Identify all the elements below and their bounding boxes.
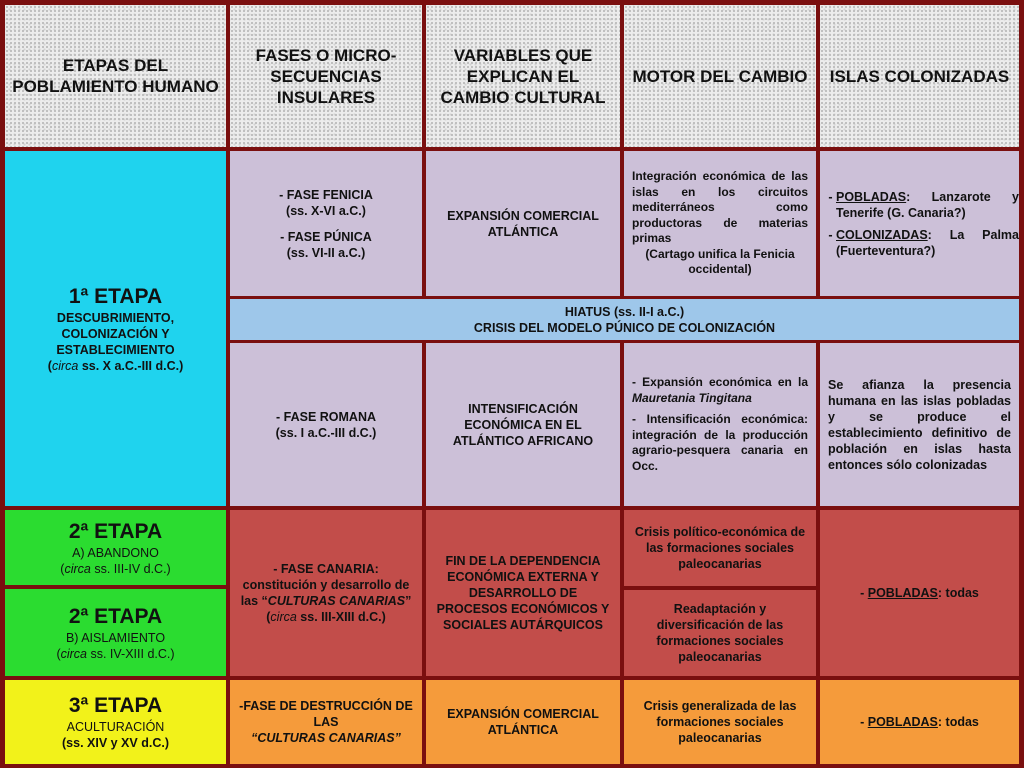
fase-fenicia: - FASE FENICIA <box>279 187 373 202</box>
header-variables <box>426 5 620 147</box>
motor-etapa1-row1-text: Integración económica de las islas en los circuitos mediterráneos como productoras de materias primas <box>632 169 808 246</box>
header-fases-text: FASES O MICRO-SECUENCIAS INSULARES <box>255 45 397 107</box>
islas-etapa2 <box>820 510 1019 676</box>
etapa-1-title: 1ª ETAPA <box>68 284 163 308</box>
etapa-2a-cell <box>5 510 226 585</box>
header-motor <box>624 5 816 147</box>
hiatus-line-2: CRISIS DEL MODELO PÚNICO DE COLONIZACIÓN <box>473 320 776 335</box>
fase-romana: - FASE ROMANA <box>276 409 376 424</box>
islas-etapa2-text: - POBLADAS: todas <box>860 586 979 600</box>
etapa-2b-date: (circa ss. IV-XIII d.C.) <box>56 646 175 661</box>
variables-etapa1-row1 <box>426 151 620 296</box>
variables-etapa3-text: EXPANSIÓN COMERCIAL ATLÁNTICA <box>447 707 599 737</box>
islas-etapa1-row1-list <box>820 189 1019 259</box>
fase-punica: - FASE PÚNICA <box>280 229 372 244</box>
motor-etapa2b <box>624 590 816 676</box>
fase-romana-date: (ss. I a.C.-III d.C.) <box>275 425 377 440</box>
header-islas <box>820 5 1019 147</box>
islas-pobladas-item: - POBLADAS: Lanzarote y Tenerife (G. Canaria?) <box>836 189 1019 221</box>
etapa-3-title: 3ª ETAPA <box>68 694 163 717</box>
etapa-3-date: (ss. XIV y XV d.C.) <box>62 736 169 750</box>
header-fases <box>230 5 422 147</box>
hiatus-cell <box>230 299 1019 340</box>
etapa-3-subtitle: ACULTURACIÓN <box>66 720 165 734</box>
header-etapas <box>5 5 226 147</box>
etapa-2a-title: 2ª ETAPA <box>68 519 163 543</box>
etapa-2b-cell <box>5 589 226 676</box>
fase-fenicia-date: (ss. X-VI a.C.) <box>286 203 366 218</box>
fase-destruccion: -FASE DE DESTRUCCIÓN DE LAS <box>239 699 413 729</box>
variables-etapa1-row2-text: INTENSIFICACIÓN ECONÓMICA EN EL ATLÁNTICO AFRICANO <box>452 401 594 448</box>
fase-canaria: - FASE CANARIA: constitución y desarrollo de las “CULTURAS CANARIAS” <box>240 562 412 608</box>
fase-destruccion-cell <box>230 680 422 764</box>
fase-canaria-cell <box>230 510 422 676</box>
etapa-1-cell <box>5 151 226 506</box>
fase-punica-date: (ss. VI-II a.C.) <box>286 245 366 260</box>
variables-etapa3 <box>426 680 620 764</box>
fase-canaria-date: (circa ss. III-XIII d.C.) <box>266 610 386 624</box>
islas-etapa1-row2-text: Se afianza la presencia humana en las islas pobladas y se produce el establecimiento definitivo de población en islas hasta entonces sólo colonizadas <box>828 377 1011 472</box>
variables-etapa2 <box>426 510 620 676</box>
islas-etapa3-text: - POBLADAS: todas <box>860 715 979 729</box>
motor-etapa3 <box>624 680 816 764</box>
motor-etapa2a <box>624 510 816 586</box>
etapa-2b-title: 2ª ETAPA <box>68 604 163 628</box>
motor-etapa2b-text: Readaptación y diversificación de las formaciones sociales paleocanarias <box>656 602 784 664</box>
fase-romana-cell <box>230 343 422 506</box>
etapa-1-date: (circa ss. X a.C.-III d.C.) <box>47 358 184 373</box>
fase-fenicia-punica-cell <box>230 151 422 296</box>
motor-etapa2a-text: Crisis político-económica de las formaciones sociales paleocanarias <box>634 525 806 571</box>
islas-etapa1-row1 <box>820 151 1019 296</box>
motor-etapa1-row2 <box>624 343 816 506</box>
motor-etapa1-row1-note: (Cartago unifica la Fenicia occidental) <box>645 246 795 277</box>
islas-etapa1-row2 <box>820 343 1019 506</box>
variables-etapa1-row1-text: EXPANSIÓN COMERCIAL ATLÁNTICA <box>447 208 599 239</box>
hiatus-line-1: HIATUS (ss. II-I a.C.) <box>564 304 685 319</box>
fase-destruccion-culturas: “CULTURAS CANARIAS” <box>251 731 401 745</box>
islas-colonizadas-item: - COLONIZADAS: La Palma (Fuerteventura?) <box>836 227 1019 259</box>
header-variables-text: VARIABLES QUE EXPLICAN EL CAMBIO CULTURAL <box>440 45 606 107</box>
motor-etapa1-row1 <box>624 151 816 296</box>
variables-etapa1-row2 <box>426 343 620 506</box>
etapa-2a-date: (circa ss. III-IV d.C.) <box>60 561 171 576</box>
etapa-2b-subtitle: B) AISLAMIENTO <box>65 630 166 645</box>
islas-etapa3 <box>820 680 1019 764</box>
header-motor-text: MOTOR DEL CAMBIO <box>632 66 808 86</box>
header-etapas-text: ETAPAS DEL POBLAMIENTO HUMANO <box>12 56 219 96</box>
motor-etapa1-row2-item-2: - Intensificación económica: integración de la producción agrario-pesquera canaria en Occ. <box>632 412 808 473</box>
etapa-3-cell <box>5 680 226 764</box>
motor-etapa3-text: Crisis generalizada de las formaciones sociales paleocanarias <box>643 699 797 745</box>
motor-etapa1-row2-item-1: - Expansión económica en la Mauretania Tingitana <box>632 375 808 405</box>
etapa-2a-subtitle: A) ABANDONO <box>72 545 159 560</box>
header-islas-text: ISLAS COLONIZADAS <box>829 66 1010 86</box>
etapa-1-subtitle: DESCUBRIMIENTO, COLONIZACIÓN Y ESTABLECIMIENTO <box>56 310 175 357</box>
variables-etapa2-text: FIN DE LA DEPENDENCIA ECONÓMICA EXTERNA Y DESARROLLO DE PROCESOS ECONÓMICOS Y SOCIALES AUTÁRQUICOS <box>436 554 610 632</box>
